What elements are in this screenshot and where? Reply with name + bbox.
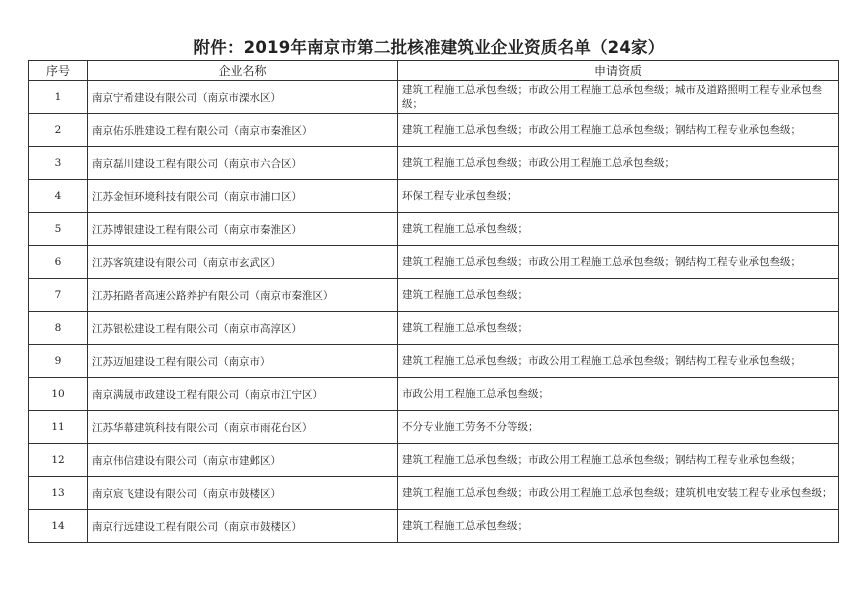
row-qualification: 建筑工程施工总承包叁级；市政公用工程施工总承包叁级；钢结构工程专业承包叁级； [398, 114, 839, 147]
table-header-row [29, 61, 839, 81]
row-seq: 4 [29, 180, 88, 213]
header-qualification: 申请资质 [398, 61, 839, 81]
table-row [29, 81, 839, 114]
row-seq: 12 [29, 444, 88, 477]
row-qualification: 建筑工程施工总承包叁级； [398, 510, 839, 543]
row-company: 南京佑乐胜建设工程有限公司（南京市秦淮区） [88, 114, 398, 147]
row-company: 江苏客筑建设有限公司（南京市玄武区） [88, 246, 398, 279]
row-company: 江苏金恒环境科技有限公司（南京市浦口区） [88, 180, 398, 213]
row-company: 南京宁希建设有限公司（南京市溧水区） [88, 81, 398, 114]
qualification-table [28, 60, 839, 543]
row-qualification: 建筑工程施工总承包叁级； [398, 213, 839, 246]
table-row [29, 411, 839, 444]
header-seq: 序号 [29, 61, 88, 81]
row-seq: 6 [29, 246, 88, 279]
row-seq: 14 [29, 510, 88, 543]
table-row [29, 510, 839, 543]
row-seq: 1 [29, 81, 88, 114]
table-row [29, 246, 839, 279]
table-row [29, 213, 839, 246]
table-row [29, 345, 839, 378]
row-qualification: 建筑工程施工总承包叁级；市政公用工程施工总承包叁级；钢结构工程专业承包叁级； [398, 444, 839, 477]
row-seq: 2 [29, 114, 88, 147]
row-company: 南京宸飞建设有限公司（南京市鼓楼区） [88, 477, 398, 510]
table-row [29, 378, 839, 411]
row-qualification: 建筑工程施工总承包叁级；市政公用工程施工总承包叁级；建筑机电安装工程专业承包叁级； [398, 477, 839, 510]
row-qualification: 市政公用工程施工总承包叁级； [398, 378, 839, 411]
row-qualification: 建筑工程施工总承包叁级；市政公用工程施工总承包叁级；钢结构工程专业承包叁级； [398, 345, 839, 378]
row-qualification: 建筑工程施工总承包叁级；市政公用工程施工总承包叁级；钢结构工程专业承包叁级； [398, 246, 839, 279]
row-qualification: 建筑工程施工总承包叁级；市政公用工程施工总承包叁级； [398, 147, 839, 180]
table-row [29, 114, 839, 147]
row-qualification: 环保工程专业承包叁级； [398, 180, 839, 213]
row-company: 南京行远建设工程有限公司（南京市鼓楼区） [88, 510, 398, 543]
row-company: 南京满晟市政建设工程有限公司（南京市江宁区） [88, 378, 398, 411]
table-row [29, 279, 839, 312]
row-company: 江苏华幕建筑科技有限公司（南京市雨花台区） [88, 411, 398, 444]
row-company: 江苏银松建设工程有限公司（南京市高淳区） [88, 312, 398, 345]
header-company: 企业名称 [88, 61, 398, 81]
row-seq: 8 [29, 312, 88, 345]
row-seq: 5 [29, 213, 88, 246]
row-seq: 13 [29, 477, 88, 510]
row-seq: 9 [29, 345, 88, 378]
row-company: 江苏迈旭建设工程有限公司（南京市） [88, 345, 398, 378]
row-company: 江苏博银建设工程有限公司（南京市秦淮区） [88, 213, 398, 246]
table-row [29, 180, 839, 213]
row-seq: 11 [29, 411, 88, 444]
table-row [29, 444, 839, 477]
document-title: 附件：2019年南京市第二批核准建筑业企业资质名单（24家） [193, 38, 665, 57]
table-row [29, 477, 839, 510]
row-qualification: 建筑工程施工总承包叁级； [398, 279, 839, 312]
row-seq: 10 [29, 378, 88, 411]
row-company: 南京伟信建设有限公司（南京市建邺区） [88, 444, 398, 477]
table-row [29, 147, 839, 180]
row-company: 江苏拓路者高速公路养护有限公司（南京市秦淮区） [88, 279, 398, 312]
row-seq: 7 [29, 279, 88, 312]
row-company: 南京磊川建设工程有限公司（南京市六合区） [88, 147, 398, 180]
row-qualification: 建筑工程施工总承包叁级； [398, 312, 839, 345]
row-qualification: 建筑工程施工总承包叁级；市政公用工程施工总承包叁级；城市及道路照明工程专业承包叁级； [398, 81, 839, 114]
row-qualification: 不分专业施工劳务不分等级； [398, 411, 839, 444]
table-row [29, 312, 839, 345]
row-seq: 3 [29, 147, 88, 180]
table-body [29, 81, 839, 543]
